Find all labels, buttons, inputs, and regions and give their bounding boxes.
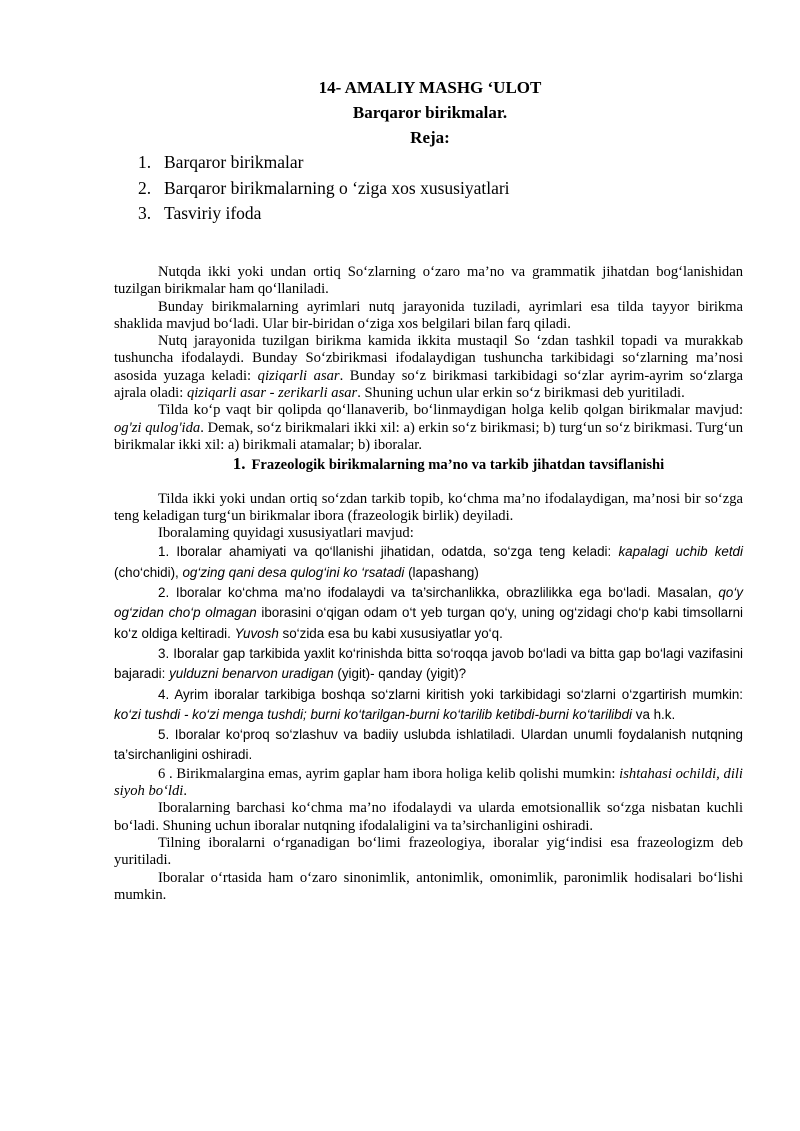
paragraph: Iboralar o‘rtasida ham o‘zaro sinonimlik, antonimlik, omonimlik, paronimlik hodisalari bo‘lishi mumkin. <box>114 869 743 903</box>
plan-label: Reja: <box>410 128 450 147</box>
feature-item: 4. Ayrim iboralar tarkibiga boshqa so‘zlarni kiritish yoki tarkibidagi so‘zlarni o‘zgartirish mumkin: ko‘zi tushdi - ko‘zi menga tushdi; burni ko‘tarilgan-burni ko‘tarilib ketibdi-burni ko‘tarilibdi va h.k. <box>114 686 743 722</box>
plan-item: 3. Tasviriy ifoda <box>138 203 262 223</box>
page-title: 14- AMALIY MASHG ‘ULOT <box>318 78 542 97</box>
plan-item: 2. Barqaror birikmalarning o ‘ziga xos xususiyatlari <box>138 177 510 198</box>
paragraph: Nutqda ikki yoki undan ortiq So‘zlarning o‘zaro ma’no va grammatik jihatdan bog‘lanishidan tuzilgan birikmalar ham qo‘llaniladi. <box>114 264 743 298</box>
page-subtitle: Barqaror birikmalar. <box>352 103 508 122</box>
paragraph: Iboralaming quyidagi xususiyatlari mavjud: <box>158 525 414 542</box>
paragraph: Tilda ko‘p vaqt bir qolipda qo‘llanaverib, bo‘linmaydigan holga kelib qolgan birikmalar mavjud: og'zi qulog'ida. Demak, so‘z birikmalari ikki xil: a) erkin so‘z birikmasi; b) turg‘un so‘z birikmasi. Turg‘un birikmalar ikki xil: a) birikmali atamalar; b) iboralar. <box>114 402 744 453</box>
paragraph: Tilning iboralarni o‘rganadigan bo‘limi frazeologiya, iboralar yig‘indisi esa frazeologizm deb yuritiladi. <box>114 834 743 869</box>
feature-item: 1. Iboralar ahamiyati va qo‘llanishi jihatidan, odatda, so‘zga teng keladi: kapalagi uchib ketdi (cho‘chidi), og‘zing qani desa qulog‘ini ko ‘rsatadi (lapashang) <box>114 544 743 580</box>
feature-item: 2. Iboralar ko‘chma ma’no ifodalaydi va ta’sirchanlikka, obrazlilikka ega bo‘ladi. Masalan, qo‘y og‘zidan cho‘p olmagan iborasini o‘qigan odam o‘t yeb turgan qo‘y, uning og‘zidagi cho‘p kabi timsollarni ko‘z oldiga keltiradi. Yuvosh so‘zida esa bu kabi xususiyatlar yo‘q. <box>114 585 743 641</box>
section-heading: 1. Frazeologik birikmalarning ma’no va tarkib jihatdan tavsiflanishi <box>232 454 665 474</box>
feature-item: 3. Iboralar gap tarkibida yaxlit ko‘rinishda bitta so‘roqqa javob bo‘ladi va bitta gap bo‘lagi vazifasini bajaradi: yulduzni benarvon uradigan (yigit)- qanday (yigit)? <box>114 645 743 682</box>
paragraph: Tilda ikki yoki undan ortiq so‘zdan tarkib topib, ko‘chma ma’no ifodalaydigan, ma’nosi bir so‘zga teng keladigan turg‘un birikmalar ibora (frazeologik birlik) deyiladi. <box>114 490 743 524</box>
document-body <box>114 264 743 904</box>
plan-list <box>138 150 510 227</box>
paragraph: Iboralarning barchasi ko‘chma ma’no ifodalaydi va ularda emotsionallik so‘zga nisbatan kuchli bo‘ladi. Shuning uchun iboralar nutqning ifodalaligini va ta’sirchanligini oshiradi. <box>114 800 743 834</box>
paragraph: 6 . Birikmalargina emas, ayrim gaplar ham ibora holiga kelib qolishi mumkin: ishtahasi ochildi, dili siyoh bo‘ldi. <box>114 765 743 800</box>
paragraph: Nutq jarayonida tuzilgan birikma kamida ikkita mustaqil So ‘zdan tashkil topadi va murakkab tushuncha ifodalaydi. Bunday So‘zbirikmasi ifodalaydigan tushuncha tarkibidagi so‘zlarning ma’nosi asosida yuzaga keladi: qiziqarli asar. Bunday so‘z birikmasi tarkibidagi so‘zlar ayrim-ayrim so‘zlarga ajrala oladi: qiziqarli asar - zerikarli asar. Shuning uchun ular erkin so‘z birikmasi deb yuritiladi. <box>114 333 743 402</box>
plan-item: 1. Barqaror birikmalar <box>138 152 304 172</box>
feature-item: 5. Iboralar ko‘proq so‘zlashuv va badiiy uslubda ishlatiladi. Ulardan unumli foydalanish nutqning ta’sirchanligini oshiradi. <box>114 727 743 763</box>
paragraph: Bunday birikmalarning ayrimlari nutq jarayonida tuziladi, ayrimlari esa tilda tayyor birikma shaklida mavjud bo‘ladi. Ular bir-biridan o‘ziga xos belgilari bilan farq qiladi. <box>114 298 743 332</box>
